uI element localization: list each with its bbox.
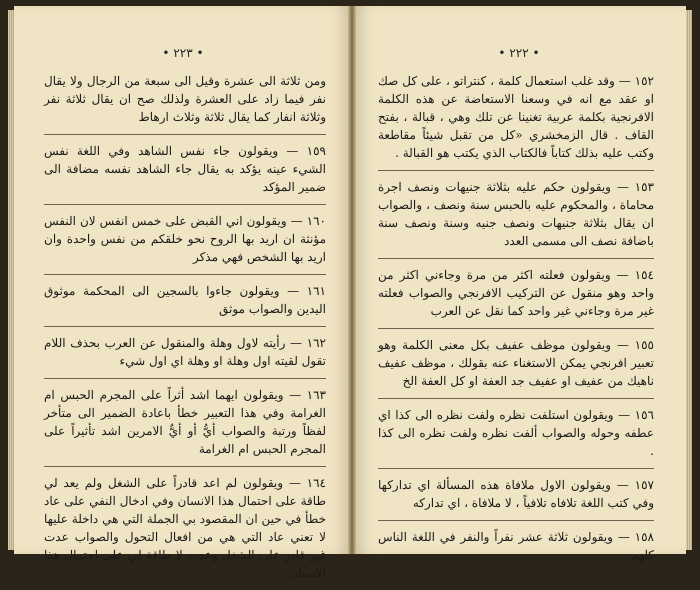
divider xyxy=(44,378,326,379)
right-page-number: • ٢٢٢ • xyxy=(498,46,540,60)
paragraph: ١٥٦ — ويقولون استلفت نظره ولفت نظره الى كذا اي عطفه وحوله والصواب ألفت نظره ولفت نظره الى كذا . xyxy=(378,408,654,458)
right-page-text xyxy=(378,72,654,572)
divider xyxy=(44,204,326,205)
divider xyxy=(378,468,654,469)
divider xyxy=(378,328,654,329)
paragraph: ١٥٣ — ويقولون حكم عليه بثلاثة جنيهات ونصف اجرة محاماة ، والمحكوم عليه بالحبس سنة ونصف ، والصواب ان يقال بثلاثة جنيهات ونصف جنيه وسنة ونصف سنة باضافة نصف الى مسمى العدد xyxy=(378,180,654,248)
paragraph: ١٥٩ — ويقولون جاء نفس الشاهد وفي اللغة نفس الشيء عينه يؤكد به يقال جاء الشاهد نفسه مضافة الى ضمير المؤكد xyxy=(44,144,326,194)
paragraph: ١٥٧ — ويقولون الاول ملافاة هذه المسألة اي تداركها وفي كتب اللغة تلافاه تلافياً ، لا ملافاة ، اي تداركه xyxy=(378,478,654,510)
paragraph: ١٥٢ — وقد غلب استعمال كلمة ، كنتراتو ، على كل صك او عقد مع انه في وسعنا الاستعاضة عن هذه الكلمة الافرنجية بكلمة عربية تغنينا عن تلك وهي ، قبالة ، بفتح القاف . قال الزمخشري «كل من تقبل شيئاً مقاطعة وكتب عليه بذلك كتاباً فالكتاب الذي يكتب هو القبالة . xyxy=(378,74,654,160)
divider xyxy=(378,398,654,399)
divider xyxy=(44,326,326,327)
divider xyxy=(378,520,654,521)
divider xyxy=(378,170,654,171)
book-spread xyxy=(14,6,686,580)
paragraph: ١٦١ — ويقولون جاءوا بالسجين الى المحكمة موثوق اليدين والصواب موثق xyxy=(44,284,326,316)
paragraph: ١٦٤ — ويقولون لم اعد قادراً على الشغل ولم يعد لي طاقة على احتمال هذا الانسان وفي ادخال النفي على عاد خطأ في حين ان المقصود بي الجملة التي هي داخلة عليها لا تعني عاد التي هي من افعال التحول والصواب عدت غير قادر على الشغل وعدت لا طاقة لي على احتمال هذا الانسان . xyxy=(44,476,326,580)
paragraph: ١٦٣ — ويقولون ايهما اشد أثراً على المجرم الحبس ام الغرامة وفي هذا التعبير خطأ باعادة الضمير الى متأخر لفظاً ورتبة والصواب أيُّ أو أيٌّ الامرين اشد تأثيراً على المجرم الحبس ام الغرامة xyxy=(44,388,326,456)
divider xyxy=(44,274,326,275)
divider xyxy=(378,258,654,259)
left-page-text xyxy=(44,72,326,590)
divider xyxy=(44,466,326,467)
paragraph: ١٦٢ — رأيته لاول وهلة والمنقول عن العرب بحذف اللام تقول لقيته اول وهلة او وهلة اي اول شيء xyxy=(44,336,326,368)
paragraph: ١٥٨ — ويقولون ثلاثة عشر نفراً والنفر في اللغة الناس كلهم xyxy=(378,530,654,562)
left-page-number: • ٢٢٣ • xyxy=(162,46,204,60)
paragraph: ومن ثلاثة الى عشرة وقيل الى سبعة من الرجال ولا يقال نفر فيما زاد على العشرة ولذلك صح ان يقال ثلاثة نفر وثلاثة انفار كما يقال ثلاثة وثلاث ارهاط xyxy=(44,74,326,124)
divider xyxy=(44,134,326,135)
paragraph: ١٥٤ — ويقولون فعلته اكثر من مرة وجاءني اكثر من واحد وهو منقول عن التركيب الافرنجي والصواب فعلته غير مرة وجاءني غير واحد كما نقل عن العرب xyxy=(378,268,654,318)
book-gutter xyxy=(348,6,356,554)
paragraph: ١٥٥ — ويقولون موظف عفيف بكل معنى الكلمة وهو تعبير افرنجي يمكن الاستغناء عنه بقولك ، موظف عفيف ناهيك من عفيف او عفيف جد العفة او كل العفة الخ xyxy=(378,338,654,388)
right-page xyxy=(352,6,686,562)
left-page xyxy=(14,6,352,580)
paragraph: ١٦٠ — ويقولون اني القبض على خمس انفس لان النفس مؤنثة ان اريد بها الروح نحو خلقكم من نفس واحدة وان اريد بها الشخص فهي مذكر xyxy=(44,214,326,264)
